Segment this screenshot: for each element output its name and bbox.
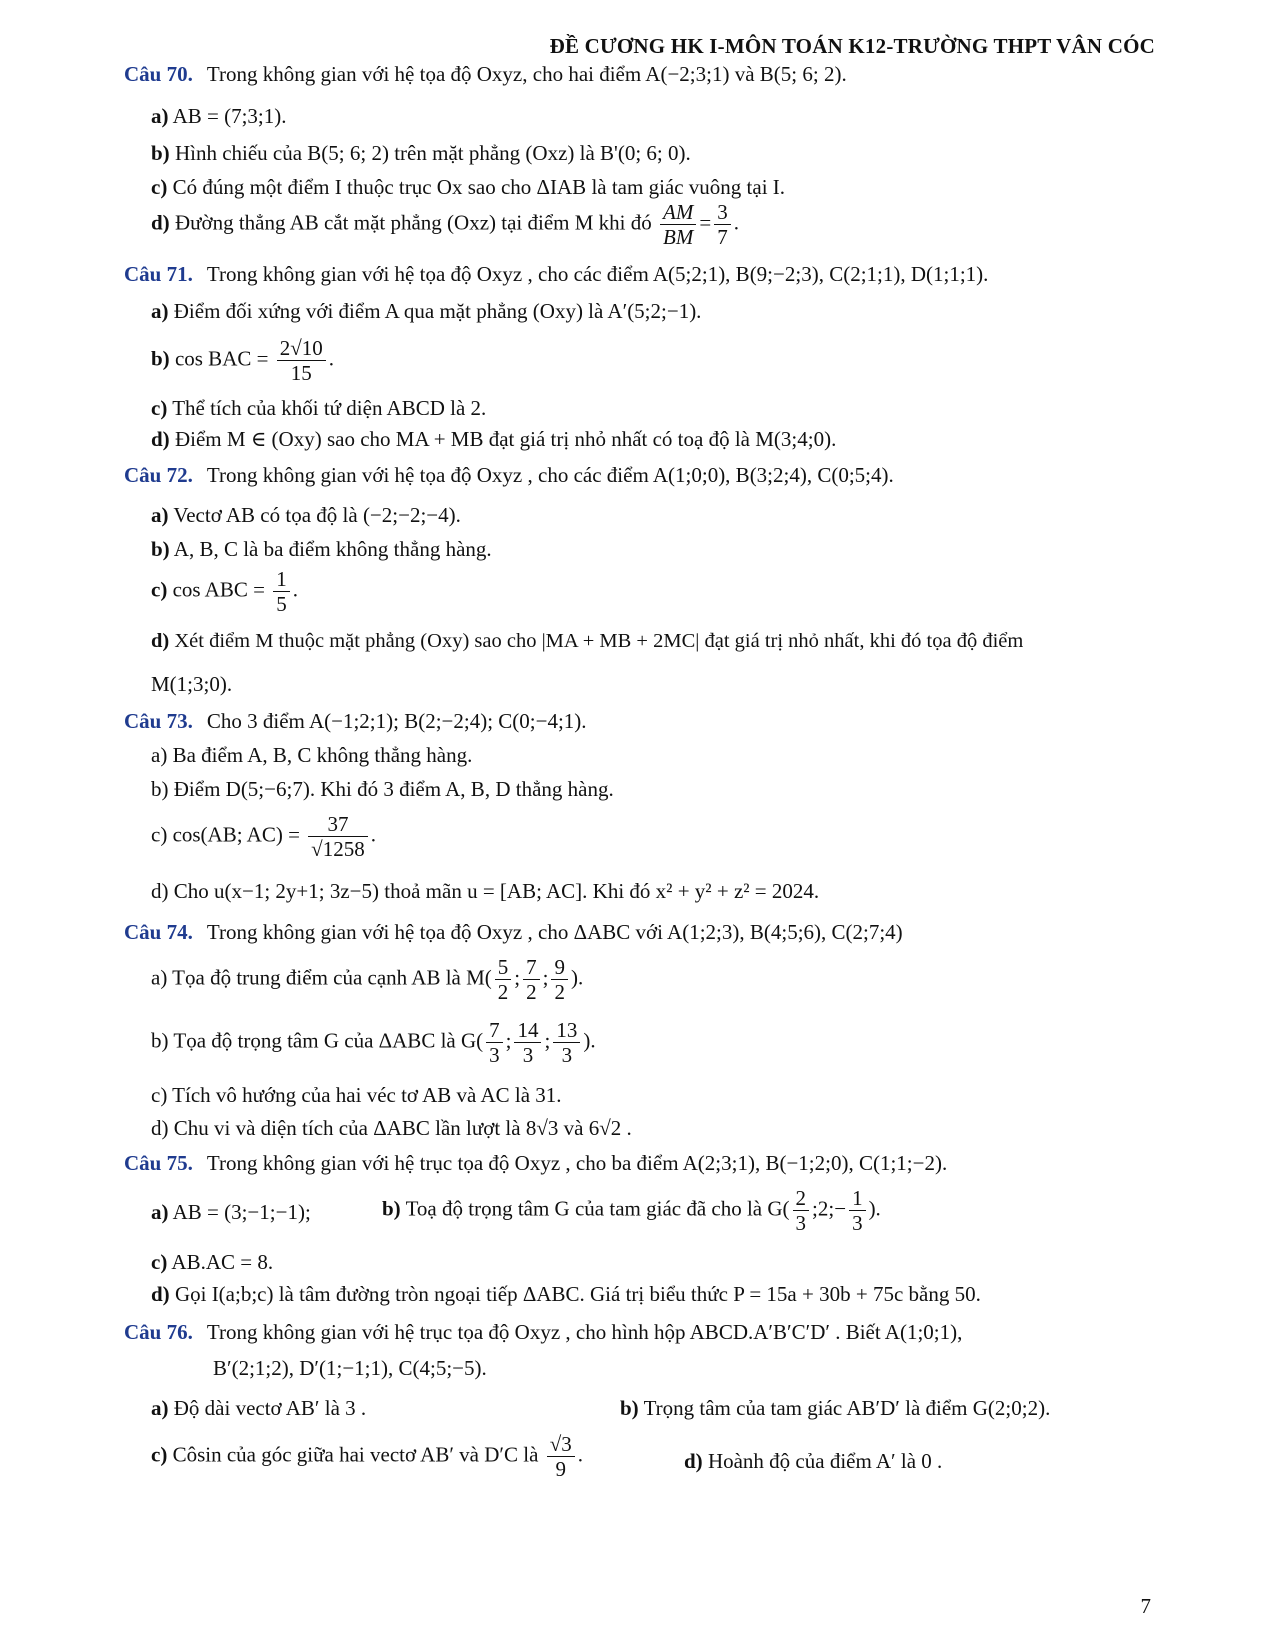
- question-75: [124, 1151, 947, 1176]
- fraction: $\frac{37}{√1258}$: [308, 812, 368, 861]
- question-label: Câu 72.: [124, 463, 193, 487]
- option-d: d) Đường thẳng AB cắt mặt phẳng (Oxz) tại điểm M khi đó $\frac{AM}{BM}$ = $\frac{3}{7}$ .: [151, 200, 739, 250]
- option-b: b) Toạ độ trọng tâm G của tam giác đã cho là G( $\frac{2}{3}$ ;2;− $\frac{1}{3}$ ).: [382, 1186, 881, 1236]
- option-c: c) cos ABC = $\frac{1}{5}$ .: [151, 567, 298, 617]
- question-stem: Trong không gian với hệ tọa độ Oxyz , cho ΔABC với A(1;2;3), B(4;5;6), C(2;7;4): [206, 920, 903, 944]
- option-a: a) AB = (7;3;1).: [151, 104, 287, 128]
- question-label: Câu 70.: [124, 62, 193, 86]
- option-a: a) Độ dài vectơ AB′ là 3 .: [151, 1396, 367, 1420]
- option-b: b) A, B, C là ba điểm không thẳng hàng.: [151, 537, 492, 561]
- question-stem: Trong không gian với hệ trục tọa độ Oxyz , cho hình hộp ABCD.A′B′C′D′ . Biết A(1;0;1),: [206, 1320, 963, 1344]
- question-stem: Trong không gian với hệ tọa độ Oxyz , cho các điểm A(5;2;1), B(9;−2;3), C(2;1;1), D(1;1;1).: [206, 262, 989, 286]
- question-label: Câu 71.: [124, 262, 193, 286]
- option-b: b) Hình chiếu của B(5; 6; 2) trên mặt phẳng (Oxz) là B'(0; 6; 0).: [151, 141, 691, 165]
- question-stem: Cho 3 điểm A(−1;2;1); B(2;−2;4); C(0;−4;1).: [206, 709, 587, 733]
- option-c: c) Côsin của góc giữa hai vectơ AB′ và D′C là $\frac{√3}{9}$ .: [151, 1432, 583, 1482]
- question-label: Câu 75.: [124, 1151, 193, 1175]
- fraction: $\frac{2√10}{15}$: [277, 336, 326, 385]
- fraction: $\frac{1}{5}$: [273, 567, 290, 616]
- page-number: 7: [1140, 1594, 1151, 1618]
- question-70: [124, 62, 847, 87]
- option-a: a) Vectơ AB có tọa độ là (−2;−2;−4).: [151, 503, 461, 527]
- option-d: d) Gọi I(a;b;c) là tâm đường tròn ngoại tiếp ΔABC. Giá trị biểu thức P = 15a + 30b + 75c bằng 50.: [151, 1282, 981, 1306]
- option-c: c) cos(AB; AC) = $\frac{37}{√1258}$ .: [151, 812, 376, 862]
- fraction: $\frac{3}{7}$: [714, 200, 731, 249]
- option-d: d) Chu vi và diện tích của ΔABC lần lượt là 8√3 và 6√2 .: [151, 1116, 632, 1140]
- question-72: [124, 463, 894, 488]
- question-74: [124, 920, 903, 945]
- option-a: a) Điểm đối xứng với điểm A qua mặt phẳng (Oxy) là A′(5;2;−1).: [151, 299, 702, 323]
- question-stem: Trong không gian với hệ tọa độ Oxyz , cho các điểm A(1;0;0), B(3;2;4), C(0;5;4).: [206, 463, 894, 487]
- option-d: d) Điểm M ∈ (Oxy) sao cho MA + MB đạt giá trị nhỏ nhất có toạ độ là M(3;4;0).: [151, 427, 837, 451]
- option-d-continued: M(1;3;0).: [151, 672, 233, 696]
- option-a: a) AB = (3;−1;−1);: [151, 1200, 311, 1224]
- question-label: Câu 76.: [124, 1320, 193, 1344]
- option-c: c) AB.AC = 8.: [151, 1250, 274, 1274]
- question-76: [124, 1320, 962, 1345]
- option-d: d) Cho u(x−1; 2y+1; 3z−5) thoả mãn u = [AB; AC]. Khi đó x² + y² + z² = 2024.: [151, 879, 820, 903]
- option-a: a) Tọa độ trung điểm của cạnh AB là M( $\frac{5}{2}$ ; $\frac{7}{2}$ ; $\frac{9}{2}$ ).: [151, 955, 584, 1005]
- question-stem: Trong không gian với hệ trục tọa độ Oxyz , cho ba điểm A(2;3;1), B(−1;2;0), C(1;1;−2).: [206, 1151, 948, 1175]
- option-d: d) Xét điểm M thuộc mặt phẳng (Oxy) sao cho |MA + MB + 2MC| đạt giá trị nhỏ nhất, khi đó tọa độ điểm: [151, 630, 1024, 652]
- option-b: b) Trọng tâm của tam giác AB′D′ là điểm G(2;0;2).: [620, 1396, 1051, 1420]
- fraction: $\frac{AM}{BM}$: [660, 200, 696, 249]
- option-b: b) Tọa độ trọng tâm G của ΔABC là G( $\frac{7}{3}$ ; $\frac{14}{3}$ ; $\frac{13}{3}$ ).: [151, 1018, 596, 1068]
- option-b: b) Điểm D(5;−6;7). Khi đó 3 điểm A, B, D thẳng hàng.: [151, 777, 614, 801]
- question-73: [124, 709, 587, 734]
- question-stem-continued: B′(2;1;2), D′(1;−1;1), C(4;5;−5).: [213, 1356, 487, 1380]
- question-label: Câu 73.: [124, 709, 193, 733]
- option-c: c) Thể tích của khối tứ diện ABCD là 2.: [151, 396, 487, 420]
- question-label: Câu 74.: [124, 920, 193, 944]
- option-d: d) Hoành độ của điểm A′ là 0 .: [684, 1449, 943, 1473]
- fraction: $\frac{√3}{9}$: [547, 1432, 575, 1481]
- option-b: b) cos BAC = $\frac{2√10}{15}$ .: [151, 336, 334, 386]
- page-header: ĐỀ CƯƠNG HK I-MÔN TOÁN K12-TRƯỜNG THPT VÂN CÓC: [549, 34, 1155, 58]
- option-c: c) Có đúng một điểm I thuộc trục Ox sao cho ΔIAB là tam giác vuông tại I.: [151, 175, 786, 199]
- question-stem: Trong không gian với hệ tọa độ Oxyz, cho hai điểm A(−2;3;1) và B(5; 6; 2).: [206, 62, 847, 86]
- question-71: [124, 262, 988, 287]
- option-a: a) Ba điểm A, B, C không thẳng hàng.: [151, 743, 473, 767]
- option-c: c) Tích vô hướng của hai véc tơ AB và AC là 31.: [151, 1083, 562, 1107]
